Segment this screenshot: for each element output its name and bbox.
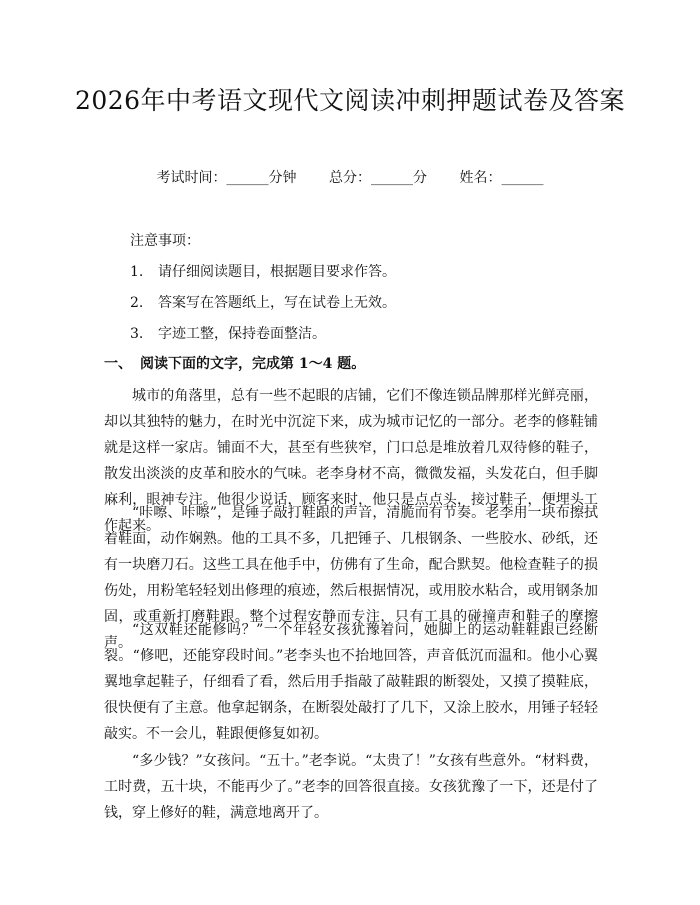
section-heading (104, 353, 365, 375)
notice-heading: 注意事项： (130, 233, 200, 249)
passage-paragraph: “这双鞋还能修吗？”一个年轻女孩犹豫着问，她脚上的运动鞋鞋跟已经断裂。“修吧，还能穿段时间。”老李头也不抬地回答，声音低沉而温和。他小心翼翼地拿起鞋子，仔细看了看，然后用手指敲了敲鞋跟的断裂处，又摸了摸鞋底，很快便有了主意。他拿起钢条，在断裂处敲打了几下，又涂上胶水，用锤子轻轻敲实。不一会儿，鞋跟便修复如初。 (104, 622, 598, 742)
exam-info-line (0, 167, 700, 189)
notice-item-text: 字迹工整，保持卷面整洁。 (158, 326, 326, 342)
passage-paragraph: “咔嚓、咔嚓”，是锤子敲打鞋跟的声音，清脆而有节奏。老李用一块布擦拭着鞋面，动作娴熟。他的工具不多，几把锤子、几根钢条、一些胶水、砂纸，还有一块磨刀石。这些工具在他手中，仿佛有了生命，配合默契。他检查鞋子的损伤处，用粉笔轻轻划出修理的痕迹，然后根据情况，或用胶水粘合，或用钢条加固，或重新打磨鞋跟。整个过程安静而专注，只有工具的碰撞声和鞋子的摩擦声。 (104, 505, 598, 651)
notice-item (130, 323, 326, 345)
exam-time-field: 考试时间：______分钟 (156, 170, 297, 186)
passage-paragraph: 城市的角落里，总有一些不起眼的店铺，它们不像连锁品牌那样光鲜亮丽，却以其独特的魅力，在时光中沉淀下来，成为城市记忆的一部分。老李的修鞋铺就是这样一家店。铺面不大，甚至有些狭窄，门口总是堆放着几双待修的鞋子，散发出淡淡的皮革和胶水的气味。老李身材不高，微微发福，头发花白，但手脚麻利，眼神专注。他很少说话，顾客来时，他只是点点头，接过鞋子，便埋头工作起来。 (104, 388, 598, 534)
notice-item-number: 3. (130, 326, 144, 342)
notice-item-number: 1. (130, 264, 144, 280)
notice-item (130, 292, 396, 314)
section-number: 一、 (104, 356, 132, 372)
notice-item (130, 261, 396, 283)
notice-item-text: 答案写在答题纸上，写在试卷上无效。 (158, 295, 396, 311)
passage-paragraph: “多少钱？”女孩问。“五十。”老李说。“太贵了！”女孩有些意外。“材料费，工时费，五十块，不能再少了。”老李的回答很直接。女孩犹豫了一下，还是付了钱，穿上修好的鞋，满意地离开了。 (104, 753, 598, 821)
name-field: 姓名：______ (459, 170, 544, 186)
notice-item-number: 2. (130, 295, 144, 311)
notice-item-text: 请仔细阅读题目，根据题目要求作答。 (158, 264, 396, 280)
total-score-field: 总分：______分 (329, 170, 427, 186)
page-title: 2026年中考语文现代文阅读冲刺押题试卷及答案 (74, 86, 626, 115)
section-instruction: 阅读下面的文字，完成第 1～4 题。 (140, 356, 366, 372)
